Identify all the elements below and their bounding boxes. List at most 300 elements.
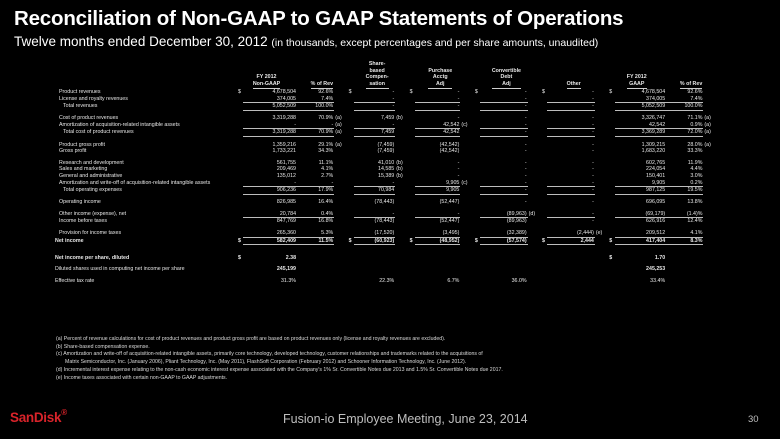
row-label: Product revenues xyxy=(59,89,101,95)
cell-s1: $ xyxy=(238,89,241,95)
cell-s4: $ xyxy=(474,237,478,244)
cell-s3 xyxy=(408,230,415,237)
cell-conv: - xyxy=(524,115,527,122)
cell-p2: 11.9% xyxy=(687,159,703,166)
cell-pur: - xyxy=(415,211,461,218)
cell-n2 xyxy=(395,103,407,111)
cell-s4 xyxy=(473,278,480,285)
cell-oth: (2,444) xyxy=(547,230,595,237)
cell-n4 xyxy=(528,218,540,225)
cell-n1 xyxy=(334,237,346,245)
cell-n6 xyxy=(703,173,716,180)
col-gaap: FY 2012 GAAP xyxy=(607,61,666,89)
cell-n2: (b) xyxy=(396,166,403,173)
cell-s5 xyxy=(540,129,547,137)
cell-n5 xyxy=(595,89,607,96)
cell-n2 xyxy=(395,187,407,195)
cell-n1 xyxy=(334,103,346,111)
table-row xyxy=(54,211,716,218)
cell-n3 xyxy=(460,255,472,262)
cell-oth: - xyxy=(592,172,594,179)
cell-s3 xyxy=(408,115,415,122)
cell-s3 xyxy=(408,266,415,273)
cell-s1 xyxy=(236,218,243,225)
cell-gaap: 374,005 xyxy=(615,96,667,103)
cell-s6 xyxy=(607,230,614,237)
cell-s6 xyxy=(607,103,614,111)
cell-p2: 3.0% xyxy=(690,172,703,179)
cell-s6 xyxy=(607,122,614,129)
cell-p1: 92.6% xyxy=(318,89,334,95)
cell-s3 xyxy=(408,122,415,129)
cell-s1 xyxy=(236,129,243,137)
cell-n6 xyxy=(703,218,716,225)
cell-n5 xyxy=(595,255,607,262)
table-row xyxy=(54,278,716,285)
row-label: Provision for income taxes xyxy=(59,230,122,237)
cell-sbc: (78,443) xyxy=(374,218,395,225)
cell-p1: 5.3% xyxy=(297,230,334,237)
cell-n6 xyxy=(703,278,716,285)
cell-n3 xyxy=(460,237,472,245)
cell-conv: - xyxy=(524,199,527,206)
cell-s4 xyxy=(473,173,480,180)
row-label: Operating income xyxy=(59,199,101,206)
cell-sbc xyxy=(354,255,395,262)
cell-s3 xyxy=(408,278,415,285)
row-label: Sales and marketing xyxy=(59,166,108,173)
cell-n1 xyxy=(334,89,346,96)
cell-s4 xyxy=(473,255,480,262)
cell-n3 xyxy=(460,160,472,167)
cell-n2 xyxy=(395,96,407,103)
cell-oth: - xyxy=(547,187,595,195)
cell-n6 xyxy=(703,160,716,167)
cell-s6: $ xyxy=(609,254,613,261)
cell-s1 xyxy=(236,160,243,167)
cell-n1: (a) xyxy=(335,122,342,129)
cell-n2: (b) xyxy=(396,115,403,122)
cell-s2: $ xyxy=(348,237,352,244)
cell-p1: 11.5% xyxy=(297,237,334,245)
row-label: Effective tax rate xyxy=(55,277,95,284)
cell-oth: - xyxy=(592,141,594,148)
cell-n3 xyxy=(460,199,472,206)
cell-n1: (a) xyxy=(335,115,342,122)
cell-sbc: 41,010 xyxy=(378,159,395,166)
cell-gaap: 1,309,215 xyxy=(641,141,666,148)
cell-gaap: 987,125 xyxy=(615,187,667,195)
cell-n3 xyxy=(460,148,472,155)
cell-p2: (1.4)% xyxy=(666,211,703,218)
cell-s6 xyxy=(607,142,614,149)
table-row xyxy=(54,122,716,129)
cell-s5 xyxy=(540,115,547,122)
cell-n5: (e) xyxy=(595,230,603,237)
cell-s4 xyxy=(473,96,480,103)
cell-conv: 36.0% xyxy=(511,277,527,284)
cell-sbc: (17,520) xyxy=(354,230,395,237)
cell-oth: - xyxy=(547,96,595,103)
cell-s6 xyxy=(607,266,614,273)
cell-n2 xyxy=(395,218,407,225)
table-row xyxy=(54,218,716,225)
cell-ng: 1,733,221 xyxy=(272,148,297,155)
cell-n6 xyxy=(703,255,716,262)
cell-conv: - xyxy=(524,89,527,95)
cell-s1 xyxy=(236,166,243,173)
cell-ng: 245,199 xyxy=(276,266,297,273)
cell-s3 xyxy=(408,199,415,206)
cell-ng: 374,005 xyxy=(243,96,297,103)
row-label: Total cost of product revenues xyxy=(63,129,134,136)
cell-pur: (52,447) xyxy=(439,218,460,225)
cell-s5 xyxy=(540,160,547,167)
cell-p2: 19.5% xyxy=(666,187,703,195)
cell-p2: 7.4% xyxy=(666,96,703,103)
row-label: Diluted shares used in computing net income per share xyxy=(55,266,185,273)
cell-s1 xyxy=(236,278,243,285)
table-row xyxy=(54,142,716,149)
cell-n1 xyxy=(334,278,346,285)
cell-oth: - xyxy=(547,103,595,111)
cell-s5 xyxy=(540,148,547,155)
cell-gaap: 42,542 xyxy=(615,122,667,129)
cell-n1 xyxy=(334,180,346,187)
table-row xyxy=(54,237,716,245)
cell-n3 xyxy=(460,96,472,103)
cell-n4 xyxy=(528,266,540,273)
cell-p2 xyxy=(666,266,703,273)
cell-s6 xyxy=(607,211,614,218)
cell-n3 xyxy=(460,187,472,195)
cell-n1 xyxy=(334,199,346,206)
cell-s5 xyxy=(540,166,547,173)
cell-sbc: - xyxy=(354,103,395,111)
cell-sbc: - xyxy=(354,211,395,218)
cell-gaap: 417,404 xyxy=(615,237,667,245)
cell-n6: (a) xyxy=(704,129,711,136)
cell-n6 xyxy=(703,237,716,245)
cell-n1 xyxy=(334,148,346,155)
cell-n1 xyxy=(334,166,346,173)
cell-s4: $ xyxy=(474,89,478,95)
cell-oth: - xyxy=(592,159,594,166)
cell-s3 xyxy=(408,211,415,218)
col-share-based-comp: Share- based Compen- sation xyxy=(347,61,408,89)
cell-n4 xyxy=(528,103,540,111)
cell-n1: (a) xyxy=(335,141,342,148)
cell-n6 xyxy=(703,103,716,111)
cell-n5 xyxy=(595,115,607,122)
cell-ng: 1,359,216 xyxy=(272,141,297,148)
cell-s1 xyxy=(236,142,243,149)
cell-s3 xyxy=(408,255,415,262)
cell-n6 xyxy=(703,148,716,155)
cell-n4 xyxy=(528,148,540,155)
cell-n5 xyxy=(595,266,607,273)
table-header-row xyxy=(54,61,716,89)
cell-pur: (42,542) xyxy=(439,141,460,148)
cell-p2: 33.3% xyxy=(687,148,703,155)
cell-s5 xyxy=(540,230,547,237)
subtitle-period: Twelve months ended December 30, 2012 xyxy=(14,34,268,49)
cell-n6: (a) xyxy=(704,141,711,148)
cell-s3: $ xyxy=(409,89,413,95)
cell-n2 xyxy=(395,237,407,245)
table-row xyxy=(54,96,716,103)
cell-sbc: (60,923) xyxy=(354,237,395,245)
cell-n4 xyxy=(528,142,540,149)
cell-oth xyxy=(547,266,595,273)
cell-p2: 13.8% xyxy=(687,199,703,206)
cell-conv: (89,963) xyxy=(480,211,528,218)
cell-gaap: (69,179) xyxy=(615,211,667,218)
cell-n4 xyxy=(528,199,540,206)
cell-conv: - xyxy=(524,148,527,155)
slide-title: Reconciliation of Non-GAAP to GAAP Statements of Operations xyxy=(14,7,624,30)
cell-s1 xyxy=(236,122,243,129)
cell-ng: 2.38 xyxy=(285,254,297,261)
reconciliation-table xyxy=(54,61,716,284)
table-row xyxy=(54,89,716,96)
cell-sbc: 7,459 xyxy=(380,115,395,122)
cell-s4 xyxy=(473,266,480,273)
cell-n3 xyxy=(460,115,472,122)
page-number: 30 xyxy=(748,414,759,425)
cell-oth: - xyxy=(592,148,594,155)
cell-n5 xyxy=(595,166,607,173)
cell-gaap: 602,765 xyxy=(646,159,666,166)
cell-s1 xyxy=(236,115,243,122)
cell-n6 xyxy=(703,199,716,206)
cell-s5 xyxy=(540,266,547,273)
cell-ng: - xyxy=(243,122,297,129)
cell-s4 xyxy=(473,218,480,225)
cell-s6 xyxy=(607,160,614,167)
cell-s4 xyxy=(473,166,480,173)
cell-ng: 4,678,504 xyxy=(272,89,297,95)
cell-s2 xyxy=(347,187,354,195)
cell-gaap: 245,253 xyxy=(646,266,666,273)
cell-pur: 42,542 xyxy=(415,122,461,129)
cell-s5 xyxy=(540,187,547,195)
cell-n4 xyxy=(528,115,540,122)
cell-p1: 4.1% xyxy=(321,166,334,173)
cell-gaap: 696,095 xyxy=(646,199,666,206)
cell-s1: $ xyxy=(238,254,241,261)
cell-sbc: - xyxy=(392,89,395,95)
cell-s5 xyxy=(540,199,547,206)
cell-n5 xyxy=(595,278,607,285)
cell-n6 xyxy=(703,89,716,96)
cell-n3 xyxy=(460,278,472,285)
cell-n5 xyxy=(595,211,607,218)
cell-n4 xyxy=(528,230,540,237)
cell-sbc: (7,459) xyxy=(377,148,395,155)
cell-oth xyxy=(547,278,595,285)
cell-n3 xyxy=(460,89,472,96)
cell-s3 xyxy=(408,148,415,155)
cell-n1 xyxy=(334,218,346,225)
cell-p1: 29.1% xyxy=(318,141,334,148)
cell-p1: 34.3% xyxy=(318,148,334,155)
cell-gaap: 5,052,509 xyxy=(615,103,667,111)
row-label: Product gross profit xyxy=(59,141,105,148)
row-label: General and administrative xyxy=(59,172,123,179)
cell-s5 xyxy=(540,142,547,149)
cell-ng: 847,769 xyxy=(276,218,297,225)
cell-sbc: - xyxy=(354,122,395,129)
cell-gaap: 1.70 xyxy=(654,254,666,261)
cell-s2 xyxy=(347,103,354,111)
cell-pur: - xyxy=(415,96,461,103)
table-row xyxy=(54,129,716,137)
cell-s1 xyxy=(236,173,243,180)
cell-p2: 8.3% xyxy=(666,237,703,245)
cell-s1 xyxy=(236,230,243,237)
cell-conv: - xyxy=(480,129,528,137)
cell-n2 xyxy=(395,278,407,285)
footnote-a: (a) Percent of revenue calculations for cost of product revenues and product gross profit are based on product revenues only (license and royalty revenues are excluded). xyxy=(56,336,446,342)
cell-n5 xyxy=(595,122,607,129)
cell-p1: 100.0% xyxy=(297,103,334,111)
cell-oth: - xyxy=(547,211,595,218)
table-row xyxy=(54,187,716,195)
cell-n5 xyxy=(595,187,607,195)
cell-gaap: 3,369,289 xyxy=(615,129,667,137)
cell-p1: 0.4% xyxy=(297,211,334,218)
cell-n5 xyxy=(595,173,607,180)
cell-n4 xyxy=(528,237,540,245)
cell-sbc xyxy=(354,266,395,273)
cell-ng: 265,360 xyxy=(243,230,297,237)
cell-n6 xyxy=(703,96,716,103)
cell-gaap: 224,054 xyxy=(646,166,666,173)
cell-n6 xyxy=(703,230,716,237)
cell-pur: - xyxy=(457,172,460,179)
cell-ng: 3,319,288 xyxy=(243,129,297,137)
cell-s6 xyxy=(607,166,614,173)
cell-s6 xyxy=(607,129,614,137)
cell-conv: (89,963) xyxy=(506,218,527,225)
cell-oth: - xyxy=(547,180,595,187)
cell-sbc: (7,459) xyxy=(377,141,395,148)
table-row xyxy=(54,255,716,262)
cell-s2 xyxy=(347,230,354,237)
cell-s2 xyxy=(347,142,354,149)
row-label: Net income xyxy=(55,237,84,244)
cell-p2: 0.9% xyxy=(666,122,703,129)
slide-subtitle xyxy=(14,33,774,52)
cell-conv: - xyxy=(480,122,528,129)
cell-s1 xyxy=(236,148,243,155)
cell-s5 xyxy=(540,173,547,180)
cell-s3: $ xyxy=(409,237,413,244)
cell-gaap: 626,916 xyxy=(646,218,666,225)
cell-s2 xyxy=(347,173,354,180)
cell-conv: (32,389) xyxy=(480,230,528,237)
cell-n5 xyxy=(595,237,607,245)
cell-n2 xyxy=(395,122,407,129)
cell-s6 xyxy=(607,96,614,103)
cell-ng: 20,784 xyxy=(243,211,297,218)
footnote-c: (c) Amortization and write-off of acquisition-related intangible assets, primarily core technology, developed technology, customer relationships and trademarks related to the acquisitions of xyxy=(56,351,483,358)
cell-s1 xyxy=(236,180,243,187)
cell-s6 xyxy=(607,199,614,206)
cell-s2: $ xyxy=(348,89,352,95)
cell-oth: - xyxy=(547,129,595,137)
registered-mark: ® xyxy=(61,408,67,417)
cell-p2: 4.1% xyxy=(666,230,703,237)
cell-s3 xyxy=(408,103,415,111)
cell-ng: 582,409 xyxy=(243,237,297,245)
cell-oth xyxy=(547,255,595,262)
table-row xyxy=(54,230,716,237)
cell-s2 xyxy=(347,211,354,218)
cell-sbc: 15,389 xyxy=(378,172,395,179)
cell-s2 xyxy=(347,122,354,129)
cell-s1 xyxy=(236,103,243,111)
cell-oth: - xyxy=(592,218,594,225)
cell-n2 xyxy=(395,255,407,262)
table-row xyxy=(54,103,716,111)
cell-sbc: (78,443) xyxy=(374,199,395,206)
cell-n1 xyxy=(334,173,346,180)
cell-s4 xyxy=(473,230,480,237)
cell-p2: 92.6% xyxy=(687,89,703,95)
cell-n3: (c) xyxy=(461,122,468,129)
row-label: Total operating expenses xyxy=(63,187,122,194)
footnotes xyxy=(56,336,736,382)
cell-p1: 16.4% xyxy=(318,199,334,206)
cell-oth: - xyxy=(547,122,595,129)
cell-sbc: 70,984 xyxy=(354,187,395,195)
col-other: Other xyxy=(540,61,607,89)
cell-s1 xyxy=(236,199,243,206)
cell-conv: - xyxy=(480,103,528,111)
cell-conv: - xyxy=(480,180,528,187)
cell-s3 xyxy=(408,187,415,195)
table-row xyxy=(54,115,716,122)
cell-n4 xyxy=(528,89,540,96)
cell-n2: (b) xyxy=(396,172,403,179)
footnote-d: (d) Incremental interest expense relating to the non-cash economic interest expense associated with the Company's 1% Sr. Convertible Notes due 2013 and 1.5% Sr. Convertible Notes due 2017. xyxy=(56,366,503,373)
cell-gaap: 3,326,747 xyxy=(641,115,666,122)
cell-ng: 906,236 xyxy=(243,187,297,195)
cell-n4 xyxy=(528,96,540,103)
cell-p2 xyxy=(666,255,703,262)
cell-pur: 6.7% xyxy=(447,277,460,284)
cell-ng: 5,052,509 xyxy=(243,103,297,111)
cell-n3 xyxy=(460,166,472,173)
cell-pur: (3,495) xyxy=(415,230,461,237)
cell-s2 xyxy=(347,160,354,167)
cell-pur xyxy=(415,266,461,273)
cell-s3 xyxy=(408,160,415,167)
cell-p1 xyxy=(297,255,334,262)
cell-n4: (d) xyxy=(528,211,536,218)
cell-s2 xyxy=(347,180,354,187)
cell-n4 xyxy=(528,278,540,285)
cell-s4 xyxy=(473,129,480,137)
cell-n4 xyxy=(528,187,540,195)
cell-n1 xyxy=(334,96,346,103)
cell-n3 xyxy=(460,129,472,137)
cell-s5 xyxy=(540,278,547,285)
row-label: Research and development xyxy=(59,159,124,166)
cell-pur: - xyxy=(457,89,460,95)
